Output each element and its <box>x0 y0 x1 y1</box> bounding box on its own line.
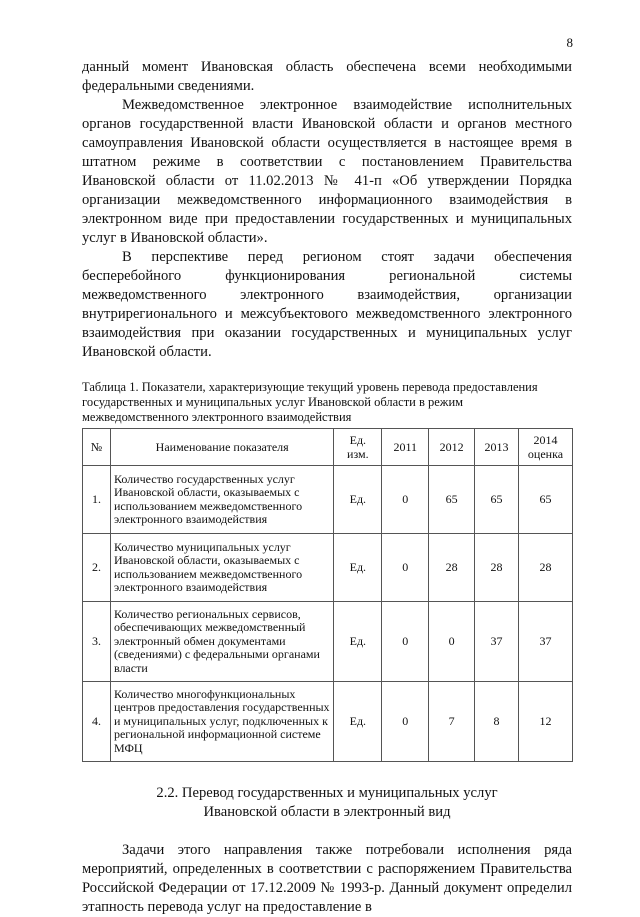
row-2011: 0 <box>382 682 429 762</box>
row-2014: 12 <box>519 682 573 762</box>
section-heading <box>82 784 572 822</box>
row-num: 1. <box>83 466 111 534</box>
document-body <box>82 58 572 917</box>
row-unit: Ед. <box>334 466 382 534</box>
row-2011: 0 <box>382 602 429 682</box>
header-2011: 2011 <box>382 429 429 466</box>
table-row <box>83 534 573 602</box>
row-2013: 28 <box>475 534 519 602</box>
row-2012: 7 <box>429 682 475 762</box>
table-row <box>83 602 573 682</box>
row-2013: 65 <box>475 466 519 534</box>
header-name: Наименование показателя <box>110 429 333 466</box>
row-2014: 65 <box>519 466 573 534</box>
section-heading-line1: 2.2. Перевод государственных и муниципальных услуг <box>156 785 498 801</box>
row-unit: Ед. <box>334 682 382 762</box>
paragraph-prospects: В перспективе перед регионом стоят задачи обеспечения бесперебойного функционирования региональной системы межведомственного электронного взаимодействия, организации внутрирегионального и межсубъектового межведомственного электронного взаимодействия при оказании государственных и муниципальных услуг Ивановской области. <box>82 249 572 360</box>
table-row <box>83 682 573 762</box>
table-row <box>83 466 573 534</box>
page-number: 8 <box>566 35 573 50</box>
table-header-row <box>83 429 573 466</box>
header-num: № <box>83 429 111 466</box>
header-unit-line1: Ед. <box>349 433 367 447</box>
indicators-table <box>82 428 573 762</box>
paragraph-intro: данный момент Ивановская область обеспечена всеми необходимыми федеральными сведениями. <box>82 59 572 94</box>
row-2011: 0 <box>382 466 429 534</box>
section-heading-line2: Ивановской области в электронный вид <box>203 804 451 820</box>
row-name: Количество муниципальных услуг Ивановской области, оказываемых с использованием межведомственного электронного взаимодействия <box>110 534 333 602</box>
row-2012: 28 <box>429 534 475 602</box>
paragraph-interaction: Межведомственное электронное взаимодействие исполнительных органов государственной власти Ивановской области и органов местного самоуправления Ивановской области осуществляется в настоящее время в штатном режиме в соответствии с постановлением Правительства Ивановской области от 11.02.2013 № 41-п «Об утверждении Порядка организации межведомственного информационного взаимодействия в электронном виде при предоставлении государственных и муниципальных услуг в Ивановской области». <box>82 97 572 246</box>
header-2014-line2: оценка <box>527 447 564 461</box>
header-2012: 2012 <box>429 429 475 466</box>
row-num: 2. <box>83 534 111 602</box>
row-unit: Ед. <box>334 602 382 682</box>
table-caption: Таблица 1. Показатели, характеризующие текущий уровень перевода предоставления государственных и муниципальных услуг Ивановской области в режим межведомственного электронного взаимодействия <box>82 380 538 424</box>
header-2013: 2013 <box>475 429 519 466</box>
row-2013: 8 <box>475 682 519 762</box>
row-2012: 65 <box>429 466 475 534</box>
row-num: 4. <box>83 682 111 762</box>
header-2014-line1: 2014 <box>533 433 558 447</box>
row-num: 3. <box>83 602 111 682</box>
paragraph-tasks: Задачи этого направления также потребовали исполнения ряда мероприятий, определенных в соответствии с распоряжением Правительства Российской Федерации от 17.12.2009 № 1993-р. Данный документ определил этапность перевода услуг на предоставление в <box>82 842 572 915</box>
row-unit: Ед. <box>334 534 382 602</box>
row-2012: 0 <box>429 602 475 682</box>
header-2014 <box>519 429 573 466</box>
header-unit <box>334 429 382 466</box>
header-unit-line2: изм. <box>347 447 369 461</box>
row-name: Количество многофункциональных центров предоставления государственных и муниципальных услуг, подключенных к региональной информационной системе МФЦ <box>110 682 333 762</box>
row-2014: 28 <box>519 534 573 602</box>
row-2011: 0 <box>382 534 429 602</box>
row-2013: 37 <box>475 602 519 682</box>
row-name: Количество государственных услуг Ивановской области, оказываемых с использованием межведомственного электронного взаимодействия <box>110 466 333 534</box>
row-name: Количество региональных сервисов, обеспечивающих межведомственный электронный обмен документами (сведениями) с федеральными органами власти <box>110 602 333 682</box>
row-2014: 37 <box>519 602 573 682</box>
